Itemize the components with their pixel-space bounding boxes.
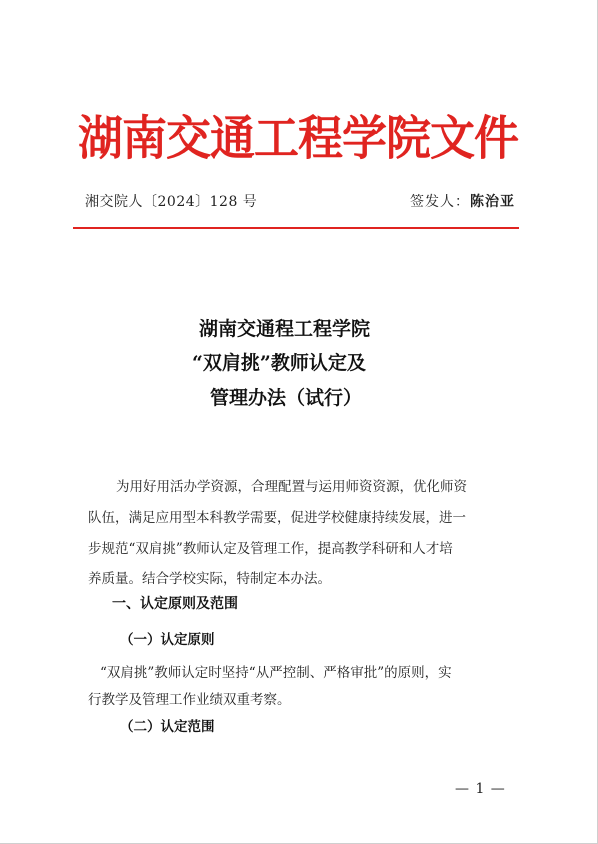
intro-line: 队伍，满足应用型本科教学需要，促进学校健康持续发展，进一 [88,510,466,526]
title-line-2: “双肩挑”教师认定及 [192,352,366,374]
signer-label: 签发人： [410,194,470,210]
header-divider [73,227,519,229]
page-number: — 1 — [455,781,506,797]
document-masthead: 湖南交通工程学院文件 [77,110,518,167]
document-number: 湘交院人〔2024〕128 号 [85,194,258,210]
signer-block [410,191,515,211]
intro-line: 养质量。结合学校实际，特制定本办法。 [88,571,331,587]
title-line-3: 管理办法（试行） [210,387,363,409]
intro-line: 为用好用活办学资源，合理配置与运用师资资源，优化师资 [116,479,467,495]
intro-line: 步规范“双肩挑”教师认定及管理工作，提高教学科研和人才培 [88,541,453,557]
subsection-heading: （一）认定原则 [120,632,215,648]
principle-line: 行教学及管理工作业绩双重考察。 [88,692,291,708]
title-line-1: 湖南交通程工程学院 [199,318,371,340]
principle-line: “双肩挑”教师认定时坚持“从严控制、严格审批”的原则，实 [100,665,452,681]
section-heading: 一、认定原则及范围 [112,596,238,612]
subsection-heading: （二）认定范围 [120,719,215,735]
signer-name: 陈治亚 [470,194,515,210]
